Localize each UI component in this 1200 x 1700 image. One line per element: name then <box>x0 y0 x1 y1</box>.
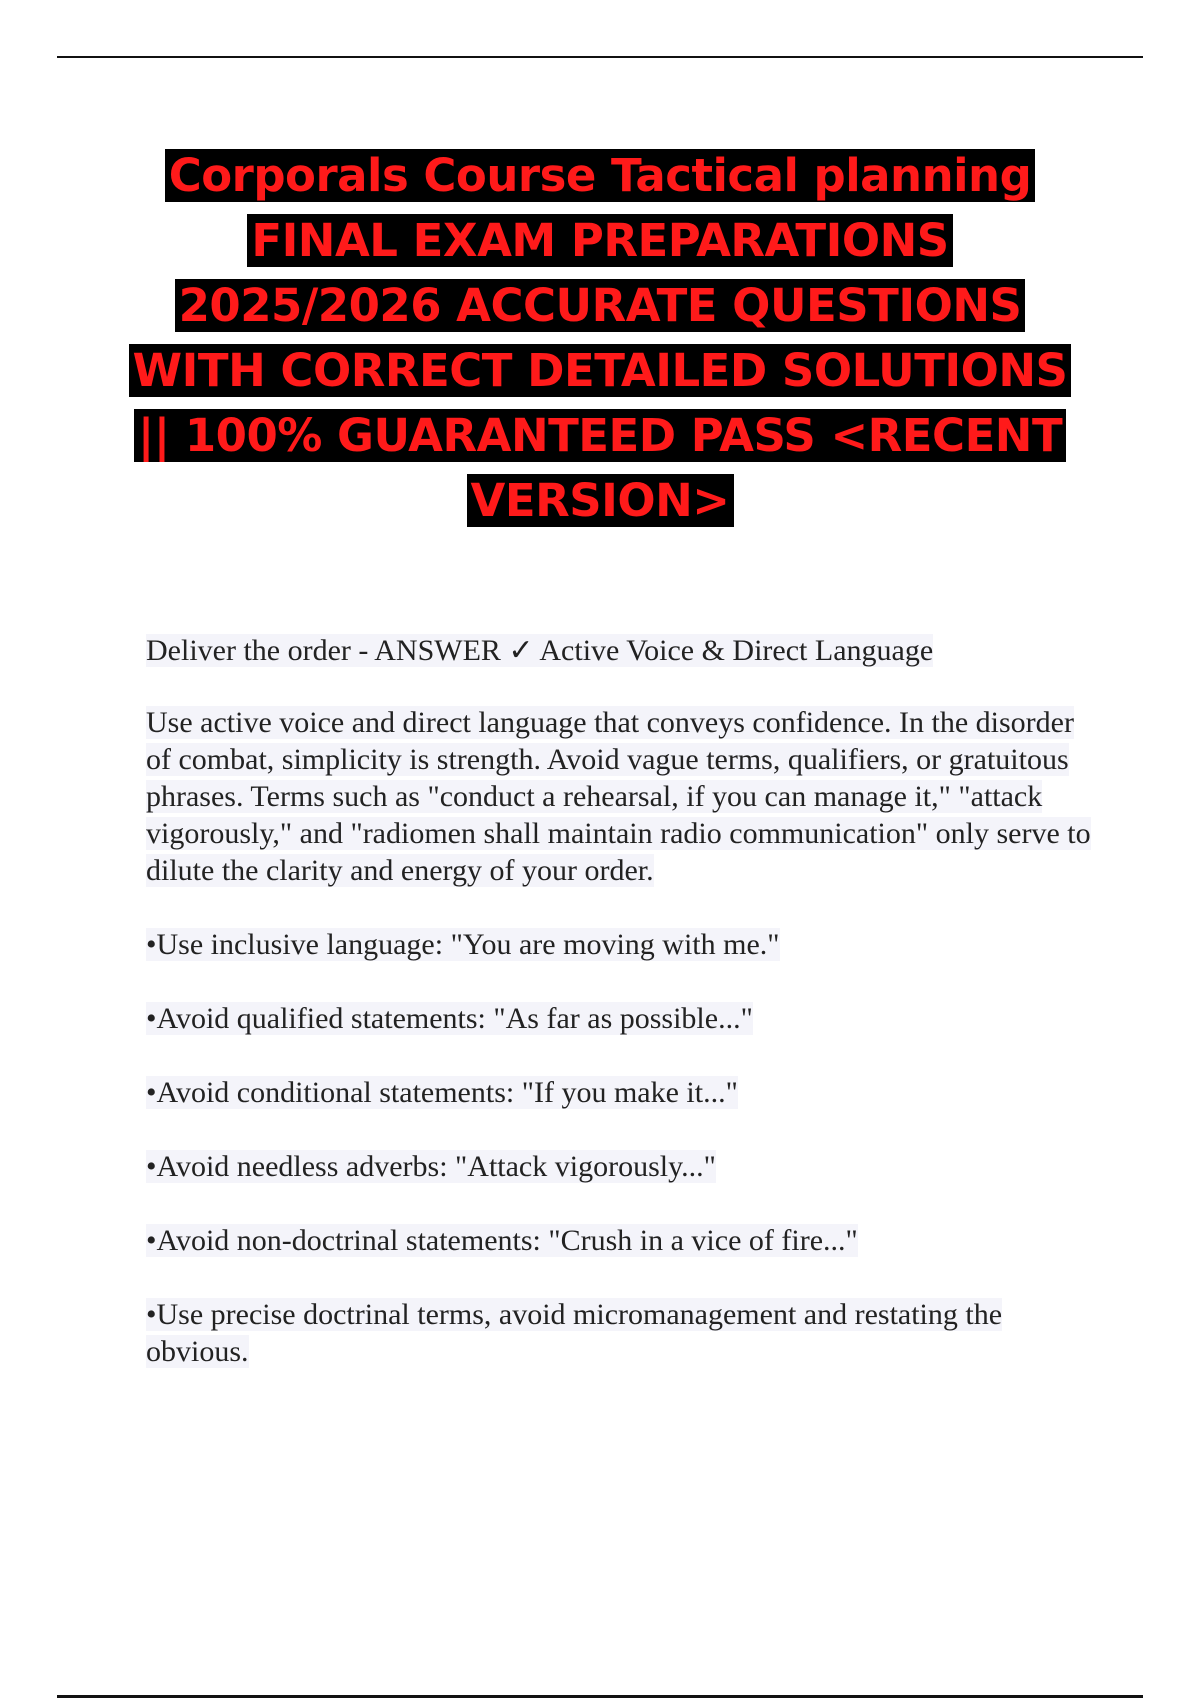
bullet-item: •Avoid conditional statements: "If you make it..." <box>146 1076 738 1109</box>
document-title <box>0 143 1200 533</box>
bullet-item: •Use precise doctrinal terms, avoid micromanagement and restating the obvious. <box>146 1298 1003 1368</box>
top-divider <box>57 56 1143 58</box>
title-line: Corporals Course Tactical planning <box>0 143 1200 208</box>
bullet-item: •Use inclusive language: "You are moving with me." <box>146 928 780 961</box>
bottom-divider <box>57 1695 1143 1698</box>
question-answer-line: Deliver the order - ANSWER ✓ Active Voice & Direct Language <box>146 634 934 667</box>
title-line: VERSION> <box>0 468 1200 533</box>
bullet-item: •Avoid needless adverbs: "Attack vigorously..." <box>146 1150 716 1183</box>
explanation-paragraph: Use active voice and direct language that conveys confidence. In the disorder of combat, simplicity is strength. Avoid vague terms, qualifiers, or gratuitous phrases. Terms such as "conduct a rehearsal, if you can manage it," "attack vigorously," and "radiomen shall maintain radio communication" only serve to dilute the clarity and energy of your order. <box>146 706 1091 887</box>
title-line: FINAL EXAM PREPARATIONS <box>0 208 1200 273</box>
title-line: || 100% GUARANTEED PASS <RECENT <box>0 403 1200 468</box>
title-line: 2025/2026 ACCURATE QUESTIONS <box>0 273 1200 338</box>
bullet-item: •Avoid non-doctrinal statements: "Crush in a vice of fire..." <box>146 1224 858 1257</box>
bullet-item: •Avoid qualified statements: "As far as possible..." <box>146 1002 753 1035</box>
document-body <box>146 632 1096 1407</box>
title-line: WITH CORRECT DETAILED SOLUTIONS <box>0 338 1200 403</box>
